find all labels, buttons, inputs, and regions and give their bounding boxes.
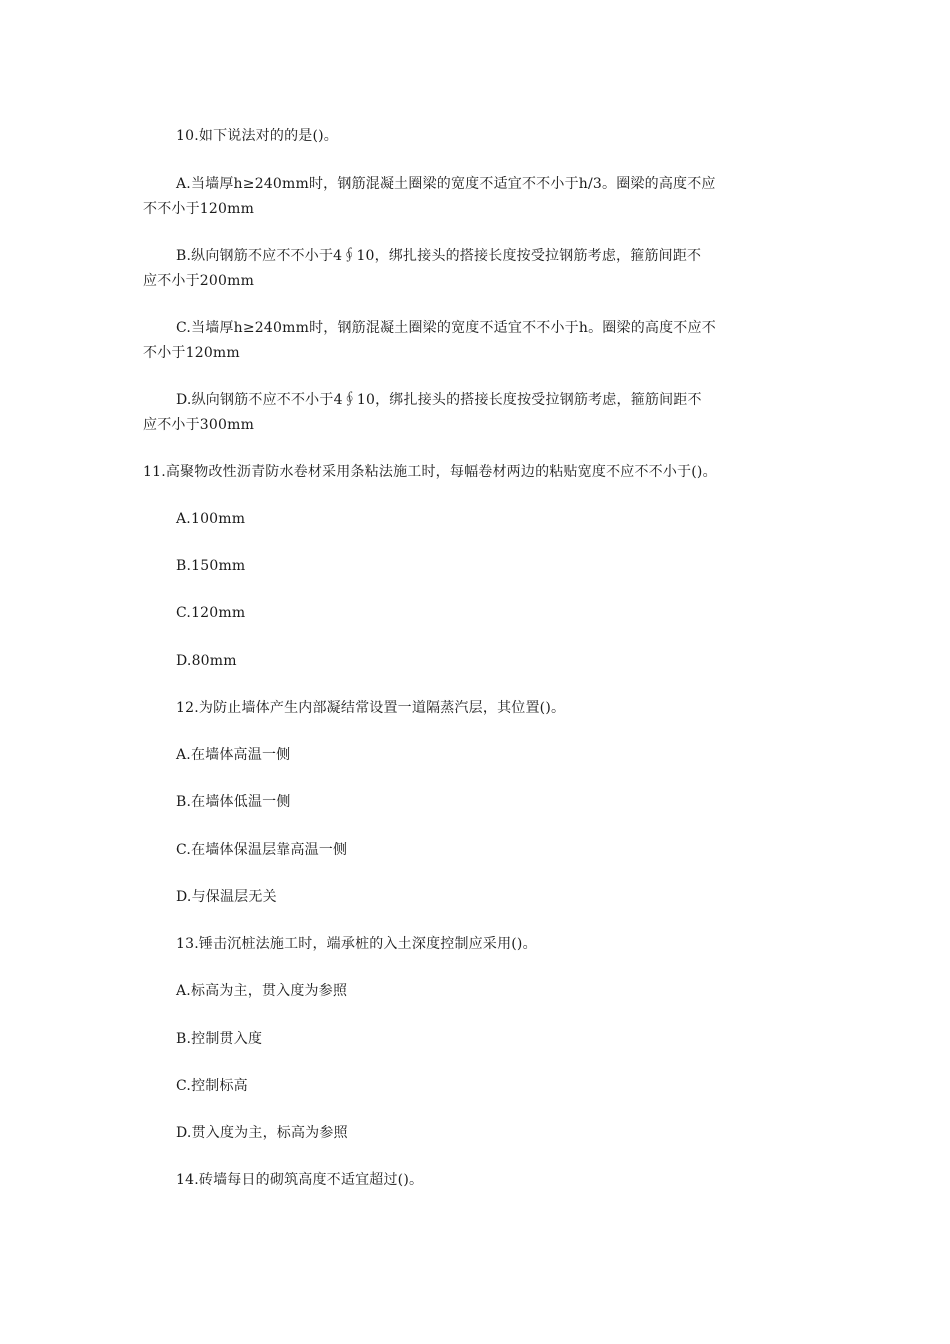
question-12-option-d: D.与保温层无关 [176, 889, 277, 905]
question-13-option-d: D.贯入度为主，标高为参照 [176, 1125, 348, 1141]
question-13-option-a: A.标高为主，贯入度为参照 [176, 983, 348, 999]
question-11-option-d: D.80mm [176, 653, 237, 669]
question-12-option-c: C.在墙体保温层靠高温一侧 [176, 842, 348, 858]
question-13-option-b: B.控制贯入度 [176, 1031, 263, 1047]
question-10-option-a-line-2: 不不小于120mm [143, 201, 255, 217]
question-11-option-c: C.120mm [176, 605, 246, 621]
question-10-option-d-line-2: 应不小于300mm [143, 417, 255, 433]
question-10-option-c-line-1: C.当墙厚h≥240mm时，钢筋混凝土圈梁的宽度不适宜不不小于h。圈梁的高度不应不 [176, 320, 716, 336]
question-10-stem: 10.如下说法对的的是()。 [176, 128, 338, 144]
question-13-stem: 13.锤击沉桩法施工时，端承桩的入土深度控制应采用()。 [176, 936, 537, 952]
question-12-option-a: A.在墙体高温一侧 [176, 747, 291, 763]
question-10-option-d-line-1: D.纵向钢筋不应不不小于4∮10，绑扎接头的搭接长度按受拉钢筋考虑，箍筋间距不 [176, 392, 702, 408]
question-11-stem: 11.高聚物改性沥青防水卷材采用条粘法施工时，每幅卷材两边的粘贴宽度不应不不小于()。 [143, 464, 717, 480]
question-10-option-b-line-1: B.纵向钢筋不应不不小于4∮10，绑扎接头的搭接长度按受拉钢筋考虑，箍筋间距不 [176, 248, 702, 264]
question-10-option-b-line-2: 应不小于200mm [143, 273, 255, 289]
question-13-option-c: C.控制标高 [176, 1078, 248, 1094]
question-12-option-b: B.在墙体低温一侧 [176, 794, 291, 810]
question-11-option-a: A.100mm [176, 511, 246, 527]
question-14-stem: 14.砖墙每日的砌筑高度不适宜超过()。 [176, 1172, 424, 1188]
question-11-option-b: B.150mm [176, 558, 246, 574]
question-10-option-c-line-2: 不小于120mm [143, 345, 240, 361]
question-12-stem: 12.为防止墙体产生内部凝结常设置一道隔蒸汽层，其位置()。 [176, 700, 566, 716]
question-10-option-a-line-1: A.当墙厚h≥240mm时，钢筋混凝土圈梁的宽度不适宜不不小于h/3。圈梁的高度不应 [176, 176, 716, 192]
